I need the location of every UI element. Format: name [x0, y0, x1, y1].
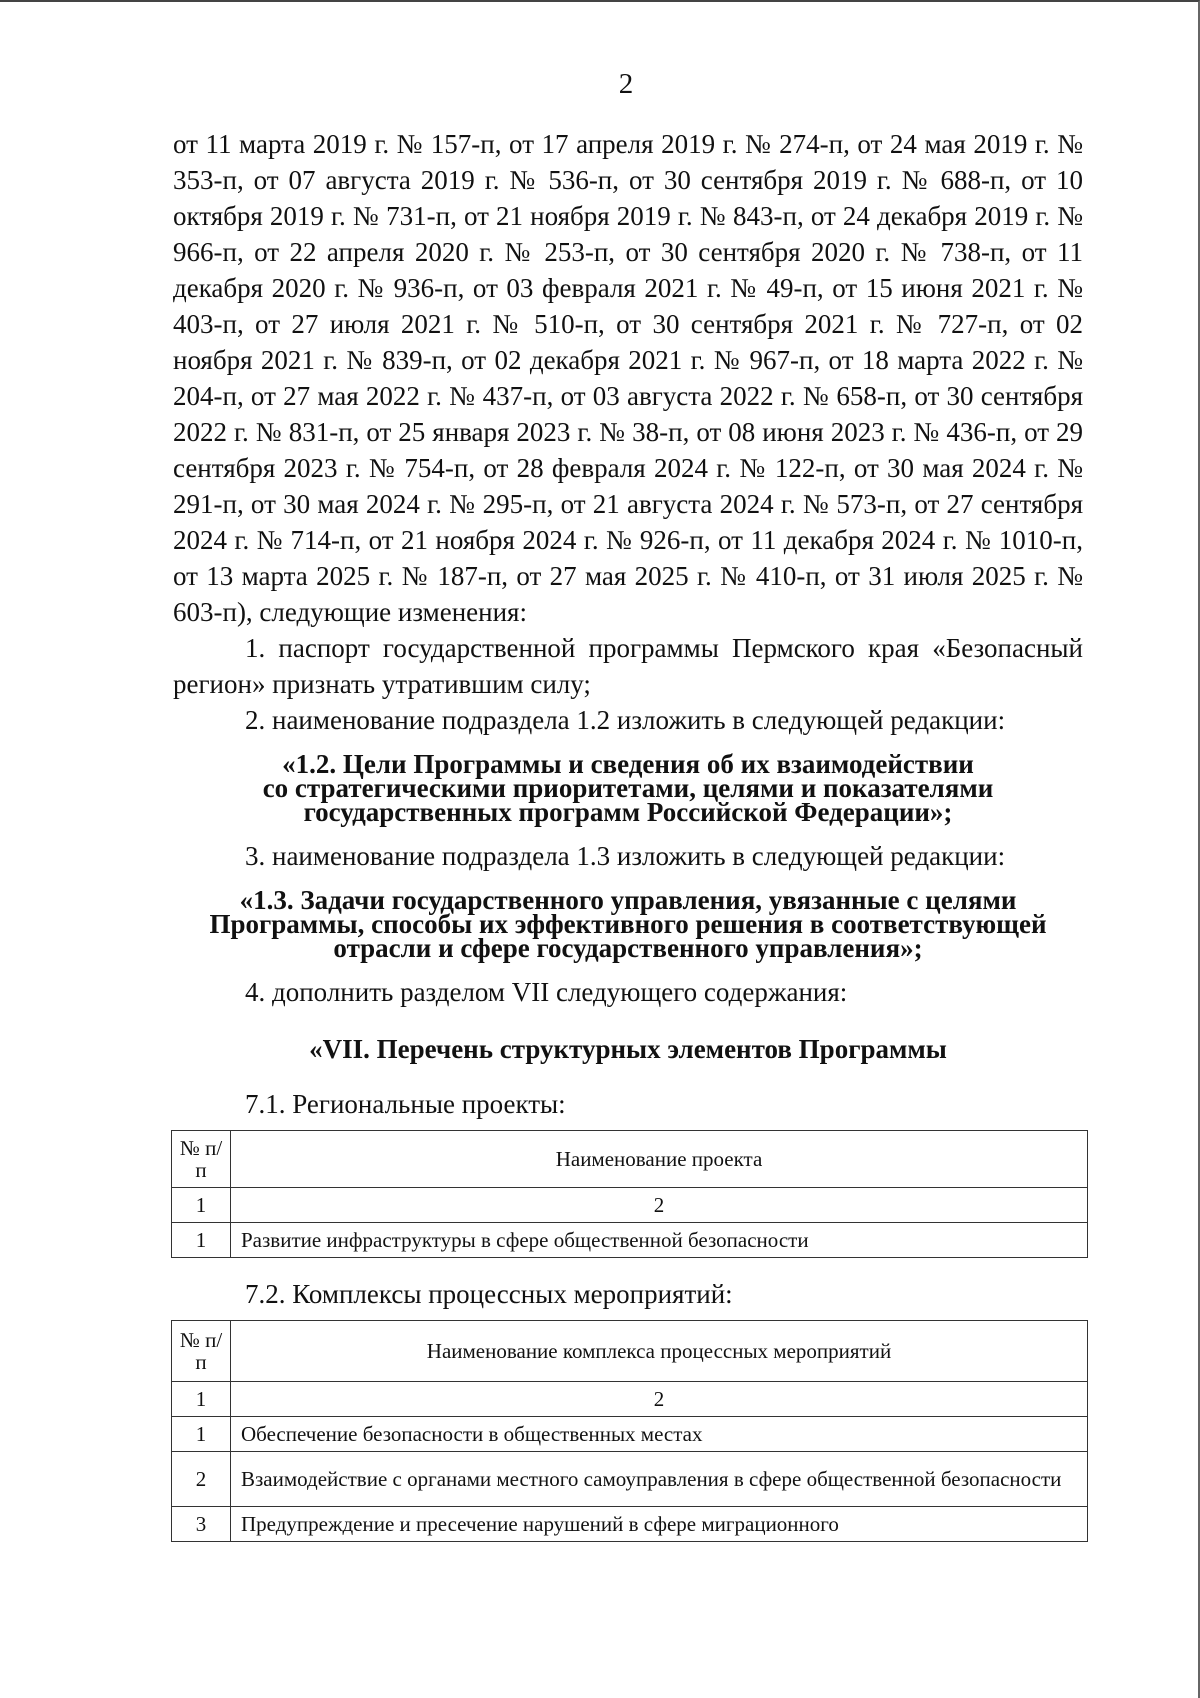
index-cell: 2	[231, 1188, 1088, 1223]
index-cell: 1	[172, 1188, 231, 1223]
header-name-cell: Наименование комплекса процессных мероприятий	[231, 1321, 1088, 1382]
amendment-references-paragraph: от 11 марта 2019 г. № 157-п, от 17 апреля 2019 г. № 274-п, от 24 мая 2019 г. № 353-п, от 07 августа 2019 г. № 536-п, от 30 сентября 2019 г. № 688-п, от 10 октября 2019 г. № 731-п, от 21 ноября 2019 г. № 843-п, от 24 декабря 2019 г. № 966-п, от 22 апреля 2020 г. № 253-п, от 30 сентября 2020 г. № 738-п, от 11 декабря 2020 г. № 936-п, от 03 февраля 2021 г. № 49-п, от 15 июня 2021 г. № 403-п, от 27 июля 2021 г. № 510-п, от 30 сентября 2021 г. № 727-п, от 02 ноября 2021 г. № 839-п, от 02 декабря 2021 г. № 967-п, от 18 марта 2022 г. № 204-п, от 27 мая 2022 г. № 437-п, от 03 августа 2022 г. № 658-п, от 30 сентября 2022 г. № 831-п, от 25 января 2023 г. № 38-п, от 08 июня 2023 г. № 436-п, от 29 сентября 2023 г. № 754-п, от 28 февраля 2024 г. № 122-п, от 30 мая 2024 г. № 291-п, от 30 мая 2024 г. № 295-п, от 21 августа 2024 г. № 573-п, от 27 сентября 2024 г. № 714-п, от 21 ноября 2024 г. № 926-п, от 11 декабря 2024 г. № 1010-п, от 13 марта 2025 г. № 187-п, от 27 мая 2025 г. № 410-п, от 31 июля 2025 г. № 603-п), следующие изменения:	[173, 129, 1083, 627]
item-2-paragraph: 2. наименование подраздела 1.2 изложить в следующей редакции:	[245, 705, 1006, 735]
table-index-row	[172, 1382, 1088, 1417]
table-header-row	[172, 1131, 1088, 1188]
table-row	[172, 1507, 1088, 1542]
row-num-cell: 3	[172, 1507, 231, 1542]
row-name-cell: Предупреждение и пресечение нарушений в сфере миграционного	[231, 1507, 1088, 1542]
row-num-cell: 1	[172, 1417, 231, 1452]
subsection-1-2-heading	[173, 749, 1083, 827]
heading-line: со стратегическими приоритетами, целями и показателями	[262, 773, 994, 803]
table-row	[172, 1452, 1088, 1507]
heading-line: государственных программ Российской Федерации»;	[303, 797, 953, 827]
item-4-paragraph: 4. дополнить разделом VII следующего содержания:	[245, 977, 848, 1007]
item-1-paragraph: 1. паспорт государственной программы Пермского края «Безопасный регион» признать утратившим силу;	[173, 633, 1083, 699]
table-row	[172, 1417, 1088, 1452]
row-name-cell: Развитие инфраструктуры в сфере общественной безопасности	[231, 1223, 1088, 1258]
table-header-row	[172, 1321, 1088, 1382]
header-num-cell: № п/п	[172, 1321, 231, 1382]
process-activities-table	[171, 1320, 1088, 1542]
table-index-row	[172, 1188, 1088, 1223]
header-name-cell: Наименование проекта	[231, 1131, 1088, 1188]
row-num-cell: 1	[172, 1223, 231, 1258]
regional-projects-table	[171, 1130, 1088, 1258]
row-num-cell: 2	[172, 1452, 231, 1507]
heading-line: «1.3. Задачи государственного управления, увязанные с целями	[239, 885, 1017, 915]
header-num-cell: № п/п	[172, 1131, 231, 1188]
section-vii-heading: «VII. Перечень структурных элементов Программы	[309, 1034, 947, 1064]
index-cell: 2	[231, 1382, 1088, 1417]
table-row	[172, 1223, 1088, 1258]
row-name-cell: Взаимодействие с органами местного самоуправления в сфере общественной безопасности	[231, 1452, 1088, 1507]
subsection-1-3-heading	[173, 885, 1083, 963]
heading-line: отрасли и сфере государственного управления»;	[333, 933, 923, 963]
row-name-cell: Обеспечение безопасности в общественных местах	[231, 1417, 1088, 1452]
item-3-paragraph: 3. наименование подраздела 1.3 изложить в следующей редакции:	[245, 841, 1006, 871]
section-7-1-title: 7.1. Региональные проекты:	[245, 1089, 566, 1119]
document-body	[173, 126, 1083, 1542]
heading-line: «1.2. Цели Программы и сведения об их взаимодействии	[282, 749, 974, 779]
heading-line: Программы, способы их эффективного решения в соответствующей	[209, 909, 1047, 939]
page-number: 2	[618, 68, 634, 100]
index-cell: 1	[172, 1382, 231, 1417]
section-7-2-title: 7.2. Комплексы процессных мероприятий:	[245, 1279, 733, 1309]
